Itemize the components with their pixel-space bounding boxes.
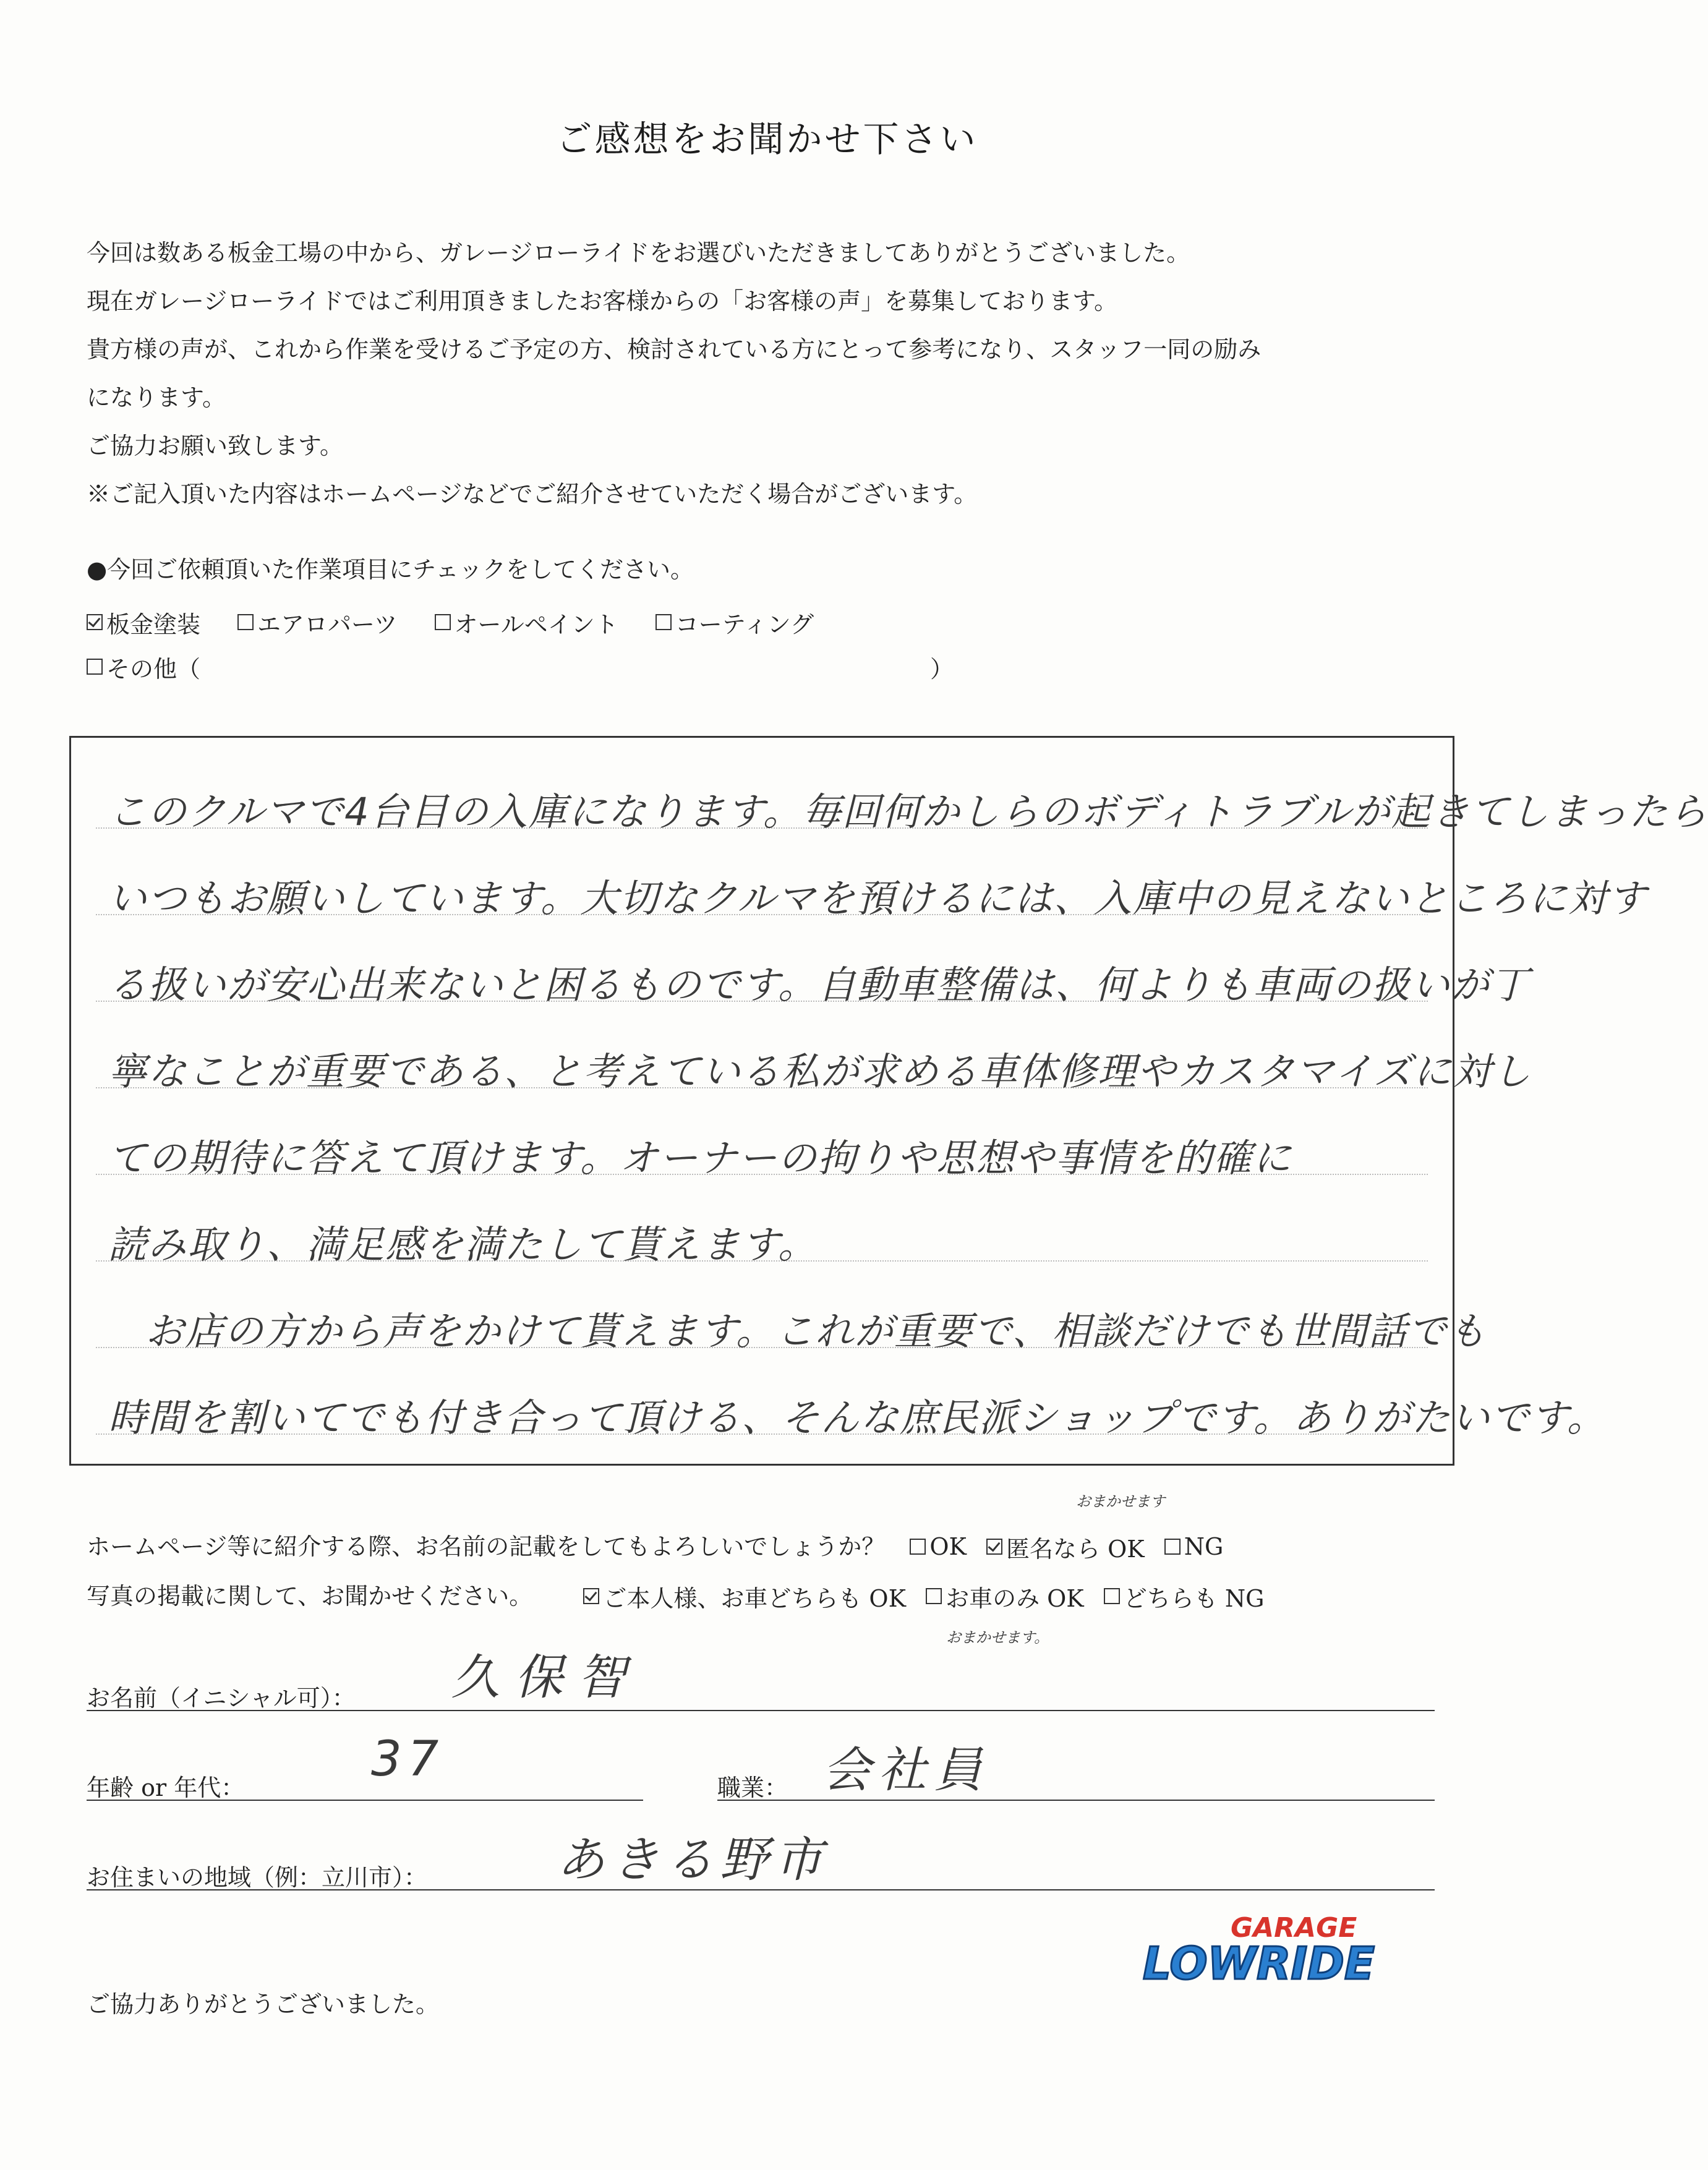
logo-bottom-text: LOWRIDE (1143, 1937, 1375, 1989)
other-close-paren: ） (930, 655, 954, 683)
work-item-label: オールペイント (454, 610, 618, 638)
area-underline (87, 1889, 1435, 1890)
option-label: 匿名なら OK (1006, 1535, 1145, 1563)
name-permission-row (87, 1527, 1260, 1564)
comment-box[interactable] (69, 736, 1708, 1466)
photo-option-both[interactable] (583, 1579, 906, 1613)
page-title: ご感想をお聞かせ下さい (556, 118, 978, 160)
work-item-coating[interactable] (655, 605, 814, 639)
checkbox[interactable] (986, 1539, 1002, 1555)
area-label: お住まいの地域（例：立川市）： (87, 1864, 428, 1891)
work-item-label: コーティング (675, 610, 814, 638)
checkbox[interactable] (1104, 1588, 1120, 1604)
comment-line: ての期待に答えて頂けます。オーナーの拘りや思想や事情を的確に (108, 1135, 1293, 1181)
comment-line: る扱いが安心出来ないと困るものです。自動車整備は、何よりも車両の扱いが丁 (108, 962, 1531, 1007)
name-permission-note: おまかせます (1076, 1493, 1165, 1510)
work-item-sheet-metal[interactable] (87, 605, 200, 639)
checkbox[interactable] (655, 614, 672, 630)
intro-line: ご協力お願い致します。 (87, 432, 343, 459)
intro-line: になります。 (87, 384, 226, 411)
comment-line: 時間を割いてでも付き合って頂ける、そんな庶民派ショップです。ありがたいです。 (108, 1395, 1607, 1440)
photo-permission-question: 写真の掲載に関して、お聞かせください。 (87, 1583, 533, 1610)
work-item-label: 板金塗装 (106, 610, 201, 638)
option-label: OK (929, 1533, 967, 1560)
photo-option-car-only[interactable] (926, 1579, 1084, 1613)
name-value[interactable]: 久保智 (451, 1650, 641, 1706)
checkbox[interactable] (87, 614, 103, 630)
intro-line: ※ご記入頂いた内容はホームページなどでご紹介させていただく場合がございます。 (87, 481, 978, 508)
photo-option-ng[interactable] (1104, 1579, 1265, 1613)
intro-line: 今回は数ある板金工場の中から、ガレージローライドをお選びいただきましてありがとうございました。 (87, 239, 1190, 267)
name-label: お名前（イニシャル可）： (87, 1685, 356, 1712)
name-option-ng[interactable] (1164, 1533, 1224, 1560)
work-item-aero-parts[interactable] (237, 605, 397, 639)
photo-permission-note: おまかせます。 (946, 1629, 1049, 1646)
checkbox[interactable] (1164, 1539, 1181, 1555)
name-option-ok[interactable] (910, 1533, 967, 1560)
job-underline (717, 1800, 1435, 1801)
age-label: 年齢 or 年代： (87, 1774, 245, 1801)
option-label: どちらも NG (1123, 1584, 1265, 1612)
checkbox[interactable] (87, 659, 103, 675)
work-item-other[interactable] (87, 650, 200, 684)
logo-top-text: GARAGE (1231, 1912, 1357, 1944)
checkbox[interactable] (237, 614, 254, 630)
intro-line: 貴方様の声が、これから作業を受けるご予定の方、検討されている方にとって参考になり、スタッフ一同の励み (87, 336, 1262, 363)
thanks-text: ご協力ありがとうございました。 (87, 1991, 440, 2018)
comment-line: お店の方から声をかけて貰えます。これが重要で、相談だけでも世間話でも (145, 1309, 1487, 1354)
work-checklist (87, 600, 954, 689)
intro-line: 現在ガレージローライドではご利用頂きましたお客様からの「お客様の声」を募集しております。 (87, 288, 1118, 315)
name-permission-question: ホームページ等に紹介する際、お名前の記載をしてもよろしいでしょうか？ (87, 1533, 886, 1560)
age-underline (87, 1800, 643, 1801)
comment-line: 寧なことが重要である、と考えている私が求める車体修理やカスタマイズに対し (108, 1049, 1532, 1094)
checkbox[interactable] (926, 1588, 942, 1604)
checkbox[interactable] (910, 1539, 926, 1555)
work-item-label: その他（ (106, 655, 201, 683)
intro-text (87, 229, 1459, 518)
comment-line: いつもお願いしています。大切なクルマを預けるには、入庫中の見えないところに対す (108, 876, 1648, 921)
option-label: NG (1184, 1533, 1224, 1560)
option-label: お車のみ OK (946, 1584, 1084, 1612)
age-value[interactable]: 37 (371, 1732, 445, 1787)
work-question: ●今回ご依頼頂いた作業項目にチェックをしてください。 (87, 556, 694, 583)
photo-permission-row (87, 1577, 1301, 1613)
option-label: ご本人様、お車どちらも OK (603, 1584, 906, 1612)
garage-lowride-logo (1138, 1905, 1385, 1997)
work-item-all-paint[interactable] (435, 605, 618, 639)
checkbox[interactable] (435, 614, 451, 630)
name-option-anonymous[interactable] (986, 1530, 1145, 1564)
job-value[interactable]: 会社員 (822, 1743, 990, 1798)
job-label: 職業： (717, 1774, 788, 1801)
comment-line: このクルマで4台目の入庫になります。毎回何かしらのボディトラブルが起きてしまったら (108, 789, 1708, 834)
area-value[interactable]: あきる野市 (557, 1832, 829, 1888)
comment-line: 読み取り、満足感を満たして貰えます。 (108, 1222, 818, 1267)
name-underline (87, 1710, 1435, 1711)
work-item-label: エアロパーツ (257, 610, 398, 638)
checkbox[interactable] (583, 1588, 599, 1604)
